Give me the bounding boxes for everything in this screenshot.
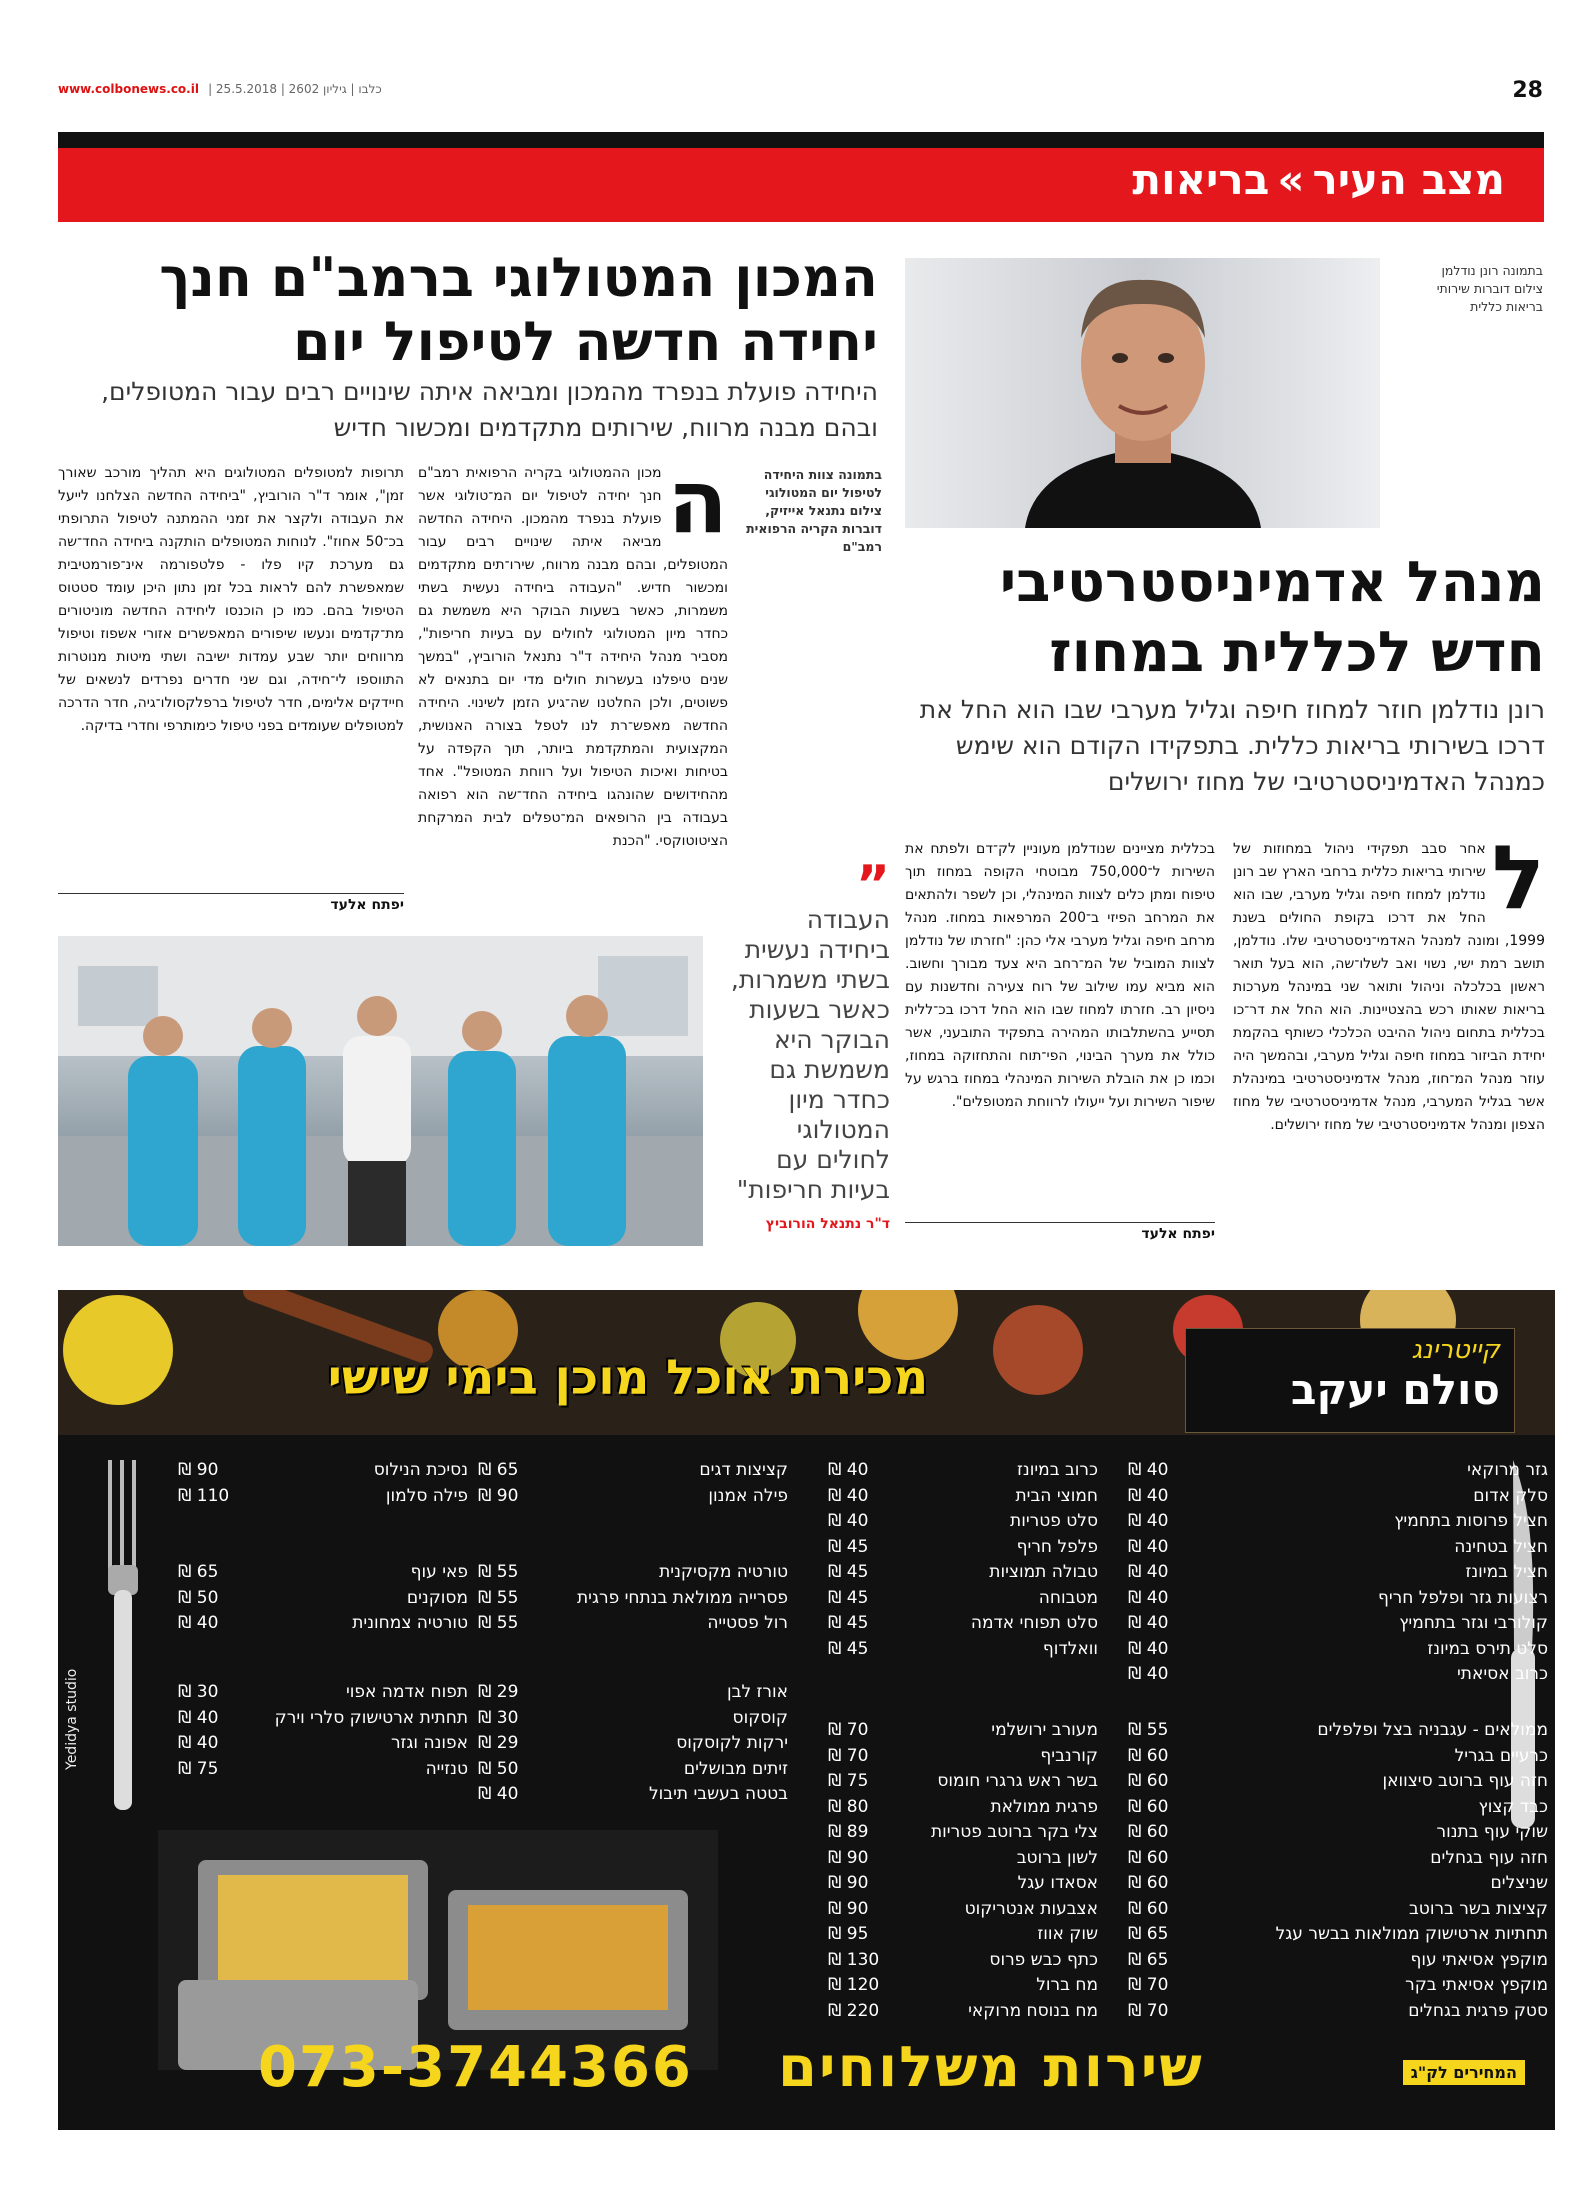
menu-item-name: קולורבי וגזר בתחמיץ	[1399, 1613, 1548, 1633]
fork-icon	[68, 1460, 168, 1960]
menu-item-name: מוקפץ אסיאתי בקר	[1405, 1975, 1548, 1995]
menu-item	[828, 1586, 1098, 1612]
menu-item-name: פרגית ממולאת	[990, 1796, 1098, 1817]
menu-item	[828, 1846, 1098, 1872]
menu-item	[478, 1586, 788, 1612]
menu-item-name: שוק אווז	[1037, 1924, 1098, 1944]
menu-item-price: 60 ₪	[1128, 1796, 1169, 1817]
pull-quote-author: ד"ר נתנאל הורוביץ	[765, 1216, 890, 1232]
menu-item-price: 70 ₪	[828, 1720, 869, 1740]
menu-item-name: חציל בטחינה	[1454, 1536, 1548, 1557]
menu-item-name: טורטיה מקסיקנית	[659, 1562, 788, 1582]
menu-item-price: 45 ₪	[828, 1536, 869, 1557]
article1-caption: בתמונה צוות היחידה לטיפול יום המטולוגי צילום נתנאל אייזיק, דוברות הקריה הרפואית רמב"ם	[746, 467, 882, 554]
menu-item-price: 40 ₪	[1128, 1638, 1169, 1659]
menu-column-3-fish	[478, 1458, 788, 1509]
menu-item-price: 90 ₪	[178, 1460, 219, 1480]
menu-item	[1128, 1560, 1548, 1586]
menu-item-name: ירקות לקוסקוס	[676, 1733, 788, 1753]
menu-item-price: 70 ₪	[828, 1745, 869, 1766]
menu-item	[1128, 1637, 1548, 1663]
menu-item	[478, 1560, 788, 1586]
menu-item-name: תחתיות ארטישוק ממולאות בבשר עגל	[1275, 1924, 1548, 1944]
menu-item-name: סלט תפוחי אדמה	[970, 1613, 1098, 1633]
menu-item	[828, 1948, 1098, 1974]
menu-item-price: 40 ₪	[1128, 1562, 1169, 1582]
section-main: מצב העיר	[1312, 155, 1505, 204]
menu-item-name: סלט פטריות	[1010, 1511, 1098, 1531]
menu-item-price: 75 ₪	[828, 1771, 869, 1791]
menu-item-price: 75 ₪	[178, 1758, 219, 1779]
menu-item	[178, 1560, 468, 1586]
menu-item-name: שוקי עוף בתנור	[1436, 1822, 1548, 1842]
catering-advertisement	[58, 1290, 1555, 2130]
article1-column-2: תרופות למטופלים המטולוגים היא תהליך מורכב שאורך זמן", אומר ד"ר הורוביץ, "ביחידה החדשה הצלחנו לייעל את העבודה ולקצר את זמני ההמתנה לטיפול התרופתי בכ־50 אחוז". לנוחות המטופלים הותקנה ביחידה החד־שה גם מערכת קיו פלו - פלטפורמה אינ־פורמטיבית שמאפשרת להם לראות בכל זמן נתון היכן עומד סטטוס הטיפול בהם. כמו כן הוכנסו ליחידה החדשה מוניטורים מת־קדמים ונעשו שיפורים המאפשרים אזורי אשפוז וטיפול מרווחים יותר שבע עמדות ישיבה ושתי מיטות מנוטרות התווספו לי־חידה, וגם שני חדרים נפרדים לנשאים של חיידקים אלימים, חדר לטיפול ברפלקסולו־גיה, חדר הדרכה למטופלים שעומדים בפני טיפול כימותרפי וחדרי בדיקה.	[58, 465, 404, 734]
menu-item-name: רצועות גזר ופלפל חריף	[1377, 1587, 1548, 1608]
menu-column-2-bottom	[828, 1718, 1098, 2024]
menu-item	[1128, 1662, 1548, 1688]
menu-column-3-sides	[478, 1680, 788, 1808]
menu-item-name: חזה עוף בגחלים	[1430, 1847, 1548, 1868]
food-trays-illustration	[158, 1830, 718, 2070]
menu-item-name: אפונה וגזר	[390, 1733, 468, 1753]
menu-item	[1128, 1611, 1548, 1637]
page-number: 28	[1512, 78, 1543, 103]
menu-item-price: 40 ₪	[828, 1511, 869, 1531]
menu-item-name: קציצות בשר ברוטב	[1408, 1898, 1548, 1919]
pull-quote-text: העבודה ביחידה נעשית בשתי משמרות, כאשר בשעות הבוקר היא משמשת גם כחדר מיון המטולוגי לחולים עם בעיות חריפות"	[730, 905, 890, 1204]
portrait-illustration	[905, 258, 1380, 528]
menu-item-price: 110 ₪	[178, 1485, 230, 1506]
menu-column-1-bottom	[1128, 1718, 1548, 2024]
menu-item	[478, 1611, 788, 1637]
menu-item-price: 90 ₪	[828, 1898, 869, 1919]
pull-quote	[730, 855, 890, 1239]
menu-item-name: טנזייה	[425, 1758, 468, 1779]
menu-item	[1128, 1586, 1548, 1612]
menu-item	[478, 1731, 788, 1757]
article1-column-1-text: מכון ההמטולוגי בקריה הרפואית רמב"ם חנך יחידה לטיפול יום המ־טולוגי אשר פועלת בנפרד מהמכון. היחידה החדשה מביאה איתה שינויים רבים עבור המטופלים, ובהם מבנה מרווח, שירו־תים מתקדמים ומכשור חדיש. "העבודה ביחידה נעשית בשתי משמרות, כאשר בשעות הבוקר היא משמשת גם כחדר מיון המטולוגי לחולים עם בעיות חריפות", מסביר מנהל היחידה ד"ר נתנאל הורוביץ, "במשך שנים טיפלנו בעשרות חולים מדי יום בתנאים לא פשוטים, ולכן החלטנו שה־גיע הזמן לשינוי. היחידה החדשה מאפש־רת לנו לטפל בצורה האנושית, המקצועית והמתקדמת ביותר, תוך הקפדה על בטיחות ואיכות הטיפול ועל רווחת המטופל". אחד מהחידושים שהונהגו ביחידה החד־שה הוא רפואה בעבודה בין הרופאים המ־טפלים לבית המרקחת הציטוטוקסי. "הכנת	[418, 465, 728, 849]
menu-item-price: 29 ₪	[478, 1733, 519, 1753]
menu-item-name: צלי בקר ברוטב פטריות	[931, 1822, 1098, 1842]
article2-byline: יפתח אלעד	[905, 1222, 1215, 1242]
menu-item-price: 29 ₪	[478, 1682, 519, 1702]
menu-item-name: סלק אדום	[1473, 1485, 1548, 1506]
article1-dropcap: ה	[667, 450, 728, 553]
menu-item-price: 60 ₪	[1128, 1847, 1169, 1868]
article1-byline: יפתח אלעד	[58, 893, 404, 913]
menu-item	[1128, 1922, 1548, 1948]
menu-item-price: 40 ₪	[478, 1784, 519, 1804]
menu-item	[828, 1535, 1098, 1561]
article1-subheadline: היחידה פועלת בנפרד מהמכון ומביאה איתה שינויים רבים עבור המטופלים, ובהם מבנה מרווח, שירותים מתקדמים ומכשור חדיש	[101, 377, 878, 442]
menu-item-name: שניצלים	[1490, 1873, 1548, 1893]
menu-item-price: 45 ₪	[828, 1613, 869, 1633]
menu-item-price: 40 ₪	[1128, 1587, 1169, 1608]
menu-item	[1128, 1973, 1548, 1999]
menu-item-price: 40 ₪	[178, 1733, 219, 1753]
menu-item-name: סטק פרגית בגחלים	[1408, 2000, 1548, 2021]
menu-item	[178, 1680, 468, 1706]
menu-item	[478, 1757, 788, 1783]
delivery-label: שירות משלוחים	[778, 2035, 1204, 2100]
menu-item-name: חציל פרוסות בתחמיץ	[1394, 1511, 1548, 1531]
menu-item-name: קורנביף	[1040, 1745, 1098, 1766]
article1-column-1	[418, 450, 728, 853]
menu-column-4-fish	[178, 1458, 468, 1509]
menu-item-name: פסרייה ממולאת בנתחי פרגית	[577, 1587, 788, 1608]
menu-item-price: 40 ₪	[178, 1707, 219, 1728]
menu-item-price: 60 ₪	[1128, 1898, 1169, 1919]
menu-item	[178, 1731, 468, 1757]
menu-item-price: 90 ₪	[478, 1485, 519, 1506]
menu-column-1-top	[1128, 1458, 1548, 1688]
menu-item-name: טבולה תמוציות	[989, 1562, 1098, 1582]
menu-item-price: 40 ₪	[828, 1485, 869, 1506]
menu-item-price: 65 ₪	[1128, 1949, 1169, 1970]
menu-item	[178, 1757, 468, 1783]
menu-item-name: בטטה בעשבי תיבול	[648, 1784, 788, 1804]
article2-photo-caption: בתמונה רונן נודלמן צילום דוברות שירותי בריאות כללית	[1436, 263, 1543, 314]
menu-item-price: 89 ₪	[828, 1822, 869, 1842]
menu-item	[178, 1706, 468, 1732]
menu-item	[828, 1871, 1098, 1897]
menu-item	[828, 1458, 1098, 1484]
menu-item	[1128, 1795, 1548, 1821]
menu-item	[828, 1897, 1098, 1923]
menu-item	[1128, 1458, 1548, 1484]
menu-item-name: לשון ברוטב	[1016, 1847, 1098, 1868]
menu-item	[828, 1611, 1098, 1637]
menu-item-price: 30 ₪	[178, 1682, 219, 1702]
menu-item-name: מטבוחה	[1038, 1587, 1098, 1608]
menu-item	[828, 1922, 1098, 1948]
menu-item	[178, 1458, 468, 1484]
studio-credit: Yedidya studio	[64, 1668, 80, 1770]
menu-item	[828, 1509, 1098, 1535]
paper-info: | כלבו | גיליון 2602 | 25.5.2018	[208, 82, 382, 96]
menu-item	[1128, 1820, 1548, 1846]
menu-item-price: 40 ₪	[178, 1613, 219, 1633]
menu-item-name: פלפל חריף	[1016, 1536, 1098, 1557]
menu-column-4-pastry	[178, 1560, 468, 1637]
menu-item	[478, 1458, 788, 1484]
menu-item-name: כתף כבש פרוס	[989, 1949, 1098, 1970]
menu-item	[828, 1820, 1098, 1846]
article2-headline: מנהל אדמיניסטרטיבי חדש לכללית במחוז	[999, 550, 1545, 685]
menu-item-price: 90 ₪	[828, 1873, 869, 1893]
menu-item-price: 40 ₪	[1128, 1460, 1169, 1480]
menu-item-price: 40 ₪	[1128, 1613, 1169, 1633]
menu-item-name: מוקפץ אסיאתי עוף	[1410, 1949, 1548, 1970]
menu-item-name: פאי עוף	[410, 1562, 468, 1582]
menu-item	[828, 1560, 1098, 1586]
article2-column-1	[1233, 826, 1545, 1137]
menu-item-name: כרוב אסיאתי	[1457, 1664, 1548, 1684]
menu-item-price: 65 ₪	[1128, 1924, 1169, 1944]
team-photo-illustration	[58, 936, 703, 1246]
running-header	[58, 78, 1544, 97]
menu-item-price: 55 ₪	[478, 1613, 519, 1633]
menu-column-3-pastry	[478, 1560, 788, 1637]
menu-item-price: 45 ₪	[828, 1562, 869, 1582]
menu-item-name: מח ברול	[1036, 1975, 1098, 1995]
menu-item-price: 60 ₪	[1128, 1771, 1169, 1791]
site-url[interactable]: www.colbonews.co.il	[58, 82, 199, 96]
menu-item-name: בשר ראש גרגרי חומוס	[937, 1771, 1098, 1791]
menu-item-name: גזר מרוקאי	[1467, 1460, 1548, 1480]
menu-item-name: כרוב במיונז	[1017, 1460, 1098, 1480]
menu-item-price: 40 ₪	[1128, 1536, 1169, 1557]
menu-item-price: 220 ₪	[828, 2000, 880, 2021]
menu-item-price: 120 ₪	[828, 1975, 880, 1995]
menu-item-price: 80 ₪	[828, 1796, 869, 1817]
brand-logo	[1185, 1328, 1515, 1433]
menu-item-name: נסיכת הנילוס	[373, 1460, 468, 1480]
menu-item-name: קוסקוס	[732, 1707, 788, 1728]
menu-item-price: 130 ₪	[828, 1949, 880, 1970]
menu-item-name: ממולאים - עגבניה בצל ופלפלים	[1317, 1720, 1548, 1740]
menu-item-price: 40 ₪	[1128, 1485, 1169, 1506]
menu-item-price: 40 ₪	[1128, 1664, 1169, 1684]
section-title	[1132, 155, 1505, 204]
menu-item-name: רול פסטייה	[707, 1613, 788, 1633]
menu-item-price: 45 ₪	[828, 1587, 869, 1608]
menu-item	[828, 1973, 1098, 1999]
section-arrow-icon: »	[1277, 155, 1305, 204]
menu-item-price: 45 ₪	[828, 1638, 869, 1659]
menu-item-price: 70 ₪	[1128, 2000, 1169, 2021]
menu-item	[828, 1484, 1098, 1510]
menu-item-name: חציל במיונז	[1465, 1562, 1548, 1582]
brand-name: סולם יעקב	[1290, 1365, 1500, 1414]
menu-item-name: אצבעות אנטריקוט	[964, 1898, 1098, 1919]
menu-item-name: אסאדו עגל	[1017, 1873, 1098, 1893]
menu-item-name: מח בנוסח מרוקאי	[968, 2000, 1098, 2021]
menu-item-name: חמוצי הבית	[1015, 1485, 1098, 1506]
menu-item-price: 30 ₪	[478, 1707, 519, 1728]
menu-item	[1128, 1846, 1548, 1872]
article2-column-2: בכללית מציינים שנודלמן מעוניין לק־דם ולפתח את השירות ל־750,000 מבוטחי הקופה במחוז תוך טיפוח ומתן כלים לצוות המינהלי, וכן לשפר ולהתאים את המרחב הפיזי ב־200 המרפאות במחוז. מנהל מרחב חיפה וגליל מערבי אלי כהן: "חזרתו של נודלמן לצוות המוביל של המ־רחב היא צעד מבורך וחשוב. הוא מביא עמו שילוב של רוח צעירה וחדשנות עם ניסיון רב. חזרתו למחוז שבו הוא החל דרכו בכ־ללית תסייע בהשתלבותו המהירה בתפקיד התובעני, אשר כולל את מערך הבינוי, הפי־תוח והתחזוקה במחוז, וכמו כן את הובלת השירות המינהלי במחוז ברגש על שיפור השירות ועל ייעולו לרווחת המטופלים".	[905, 841, 1215, 1110]
menu-item-price: 60 ₪	[1128, 1873, 1169, 1893]
menu-item-name: סלט תירס במיונז	[1427, 1638, 1548, 1659]
menu-item-price: 55 ₪	[478, 1587, 519, 1608]
menu-item	[828, 1999, 1098, 2025]
menu-item-price: 70 ₪	[1128, 1975, 1169, 1995]
menu-item	[1128, 1484, 1548, 1510]
menu-item-name: קציצות דגים	[699, 1460, 788, 1480]
menu-item	[1128, 1535, 1548, 1561]
menu-item	[828, 1769, 1098, 1795]
quote-mark-icon: ”	[855, 855, 890, 915]
menu-item-price: 90 ₪	[828, 1847, 869, 1868]
menu-item-price: 95 ₪	[828, 1924, 869, 1944]
section-sub: בריאות	[1132, 155, 1270, 204]
menu-item	[1128, 1509, 1548, 1535]
menu-item-name: כרעיים בגריל	[1454, 1745, 1548, 1766]
menu-item-price: 50 ₪	[478, 1758, 519, 1779]
menu-item-price: 65 ₪	[178, 1562, 219, 1582]
phone-number[interactable]: 073-3744366	[258, 2035, 693, 2100]
menu-item	[828, 1637, 1098, 1663]
menu-item-price: 40 ₪	[1128, 1511, 1169, 1531]
menu-item-name: מעורב ירושלמי	[991, 1720, 1098, 1740]
menu-item	[178, 1586, 468, 1612]
menu-column-4-sides	[178, 1680, 468, 1782]
menu-item	[1128, 1871, 1548, 1897]
menu-item-price: 40 ₪	[828, 1460, 869, 1480]
menu-item	[828, 1718, 1098, 1744]
menu-item-name: מסוקנים	[406, 1587, 468, 1608]
menu-item	[178, 1611, 468, 1637]
menu-item-name: פילה סלמון	[385, 1485, 468, 1506]
menu-item	[1128, 1769, 1548, 1795]
menu-item	[828, 1744, 1098, 1770]
menu-item	[478, 1484, 788, 1510]
catering-label: קייטרינג	[1411, 1335, 1500, 1365]
menu-item-price: 60 ₪	[1128, 1745, 1169, 1766]
article1-headline: המכון המטולוגי ברמב"ם חנך יחידה חדשה לטיפול יום	[159, 246, 878, 373]
article2-dropcap: ל	[1491, 826, 1545, 929]
menu-item-price: 50 ₪	[178, 1587, 219, 1608]
menu-item-name: כבד קצוץ	[1478, 1796, 1548, 1817]
menu-item-price: 55 ₪	[478, 1562, 519, 1582]
article2-column-1-text: אחר סבב תפקידי ניהול במחוזות של שירותי בריאות כללית ברחבי הארץ שב רונן נודלמן למחוז חיפה וגליל מערבי, שבו הוא החל את דרכו בקופת החולים בשנת 1999, ומונה למנהל האדמי־ניסטרטיבי שלו. נודלמן, תושב רמת ישי, נשוי ואב לשלו־שה, הוא בעל תואר ראשון בכלכלה וניהול ותואר שני במינהל מערכות בריאות שאותו רכש בהצטיינות. הוא החל את דר־כו בכללית בתחום ניהול ההיבט הכלכלי כשותף בהקמת יחידת הביזור במחוז חיפה וגליל מערבי, ובהמשך היה עוזר מנהל המ־חוז, מנהל אדמיניסטרטיבי במינהלת אשר בגליל המערבי, מנהל אדמיניסטרטיבי של מחוז הצפון ומנהל אדמיניסטרטיבי של מחוז ירושלים.	[1233, 841, 1545, 1133]
price-note: המחירים לק"ג	[1403, 2060, 1525, 2085]
section-top-bar	[58, 132, 1544, 148]
menu-item-name: וואלדוף	[1042, 1638, 1098, 1659]
menu-item-price: 65 ₪	[478, 1460, 519, 1480]
menu-item-name: זיתים מבושלים	[683, 1758, 788, 1779]
menu-item-price: 55 ₪	[1128, 1720, 1169, 1740]
menu-item	[478, 1706, 788, 1732]
menu-item-name: תפוח אדמה אפוי	[345, 1682, 468, 1702]
menu-item	[1128, 1718, 1548, 1744]
portrait-photo	[905, 258, 1380, 528]
article2-subheadline: רונן נודלמן חוזר למחוז חיפה וגליל מערבי שבו הוא החל את דרכו בשירותי בריאות כללית. בתפקידו הקודם הוא שימש כמנהל האדמיניסטרטיבי של מחוז ירושלים	[919, 695, 1545, 796]
menu-item-name: פילה אמנון	[708, 1485, 788, 1506]
menu-item-price: 60 ₪	[1128, 1822, 1169, 1842]
menu-item	[1128, 1897, 1548, 1923]
menu-item	[478, 1782, 788, 1808]
menu-item-name: טורטיה צמחונית	[352, 1613, 468, 1633]
menu-item	[1128, 1744, 1548, 1770]
menu-item	[1128, 1999, 1548, 2025]
menu-item-name: אורז לבן	[726, 1682, 788, 1702]
menu-item	[828, 1795, 1098, 1821]
menu-item	[178, 1484, 468, 1510]
menu-column-2-top	[828, 1458, 1098, 1662]
menu-item	[478, 1680, 788, 1706]
menu-item-name: חזה עוף ברוטב סיצוואן	[1382, 1771, 1548, 1791]
team-photo	[58, 936, 703, 1246]
ad-title: מכירת אוכל מוכן בימי שישי	[327, 1350, 929, 1406]
menu-item	[1128, 1948, 1548, 1974]
menu-item-name: תחתית ארטישוק סלרי וירק	[274, 1707, 468, 1728]
